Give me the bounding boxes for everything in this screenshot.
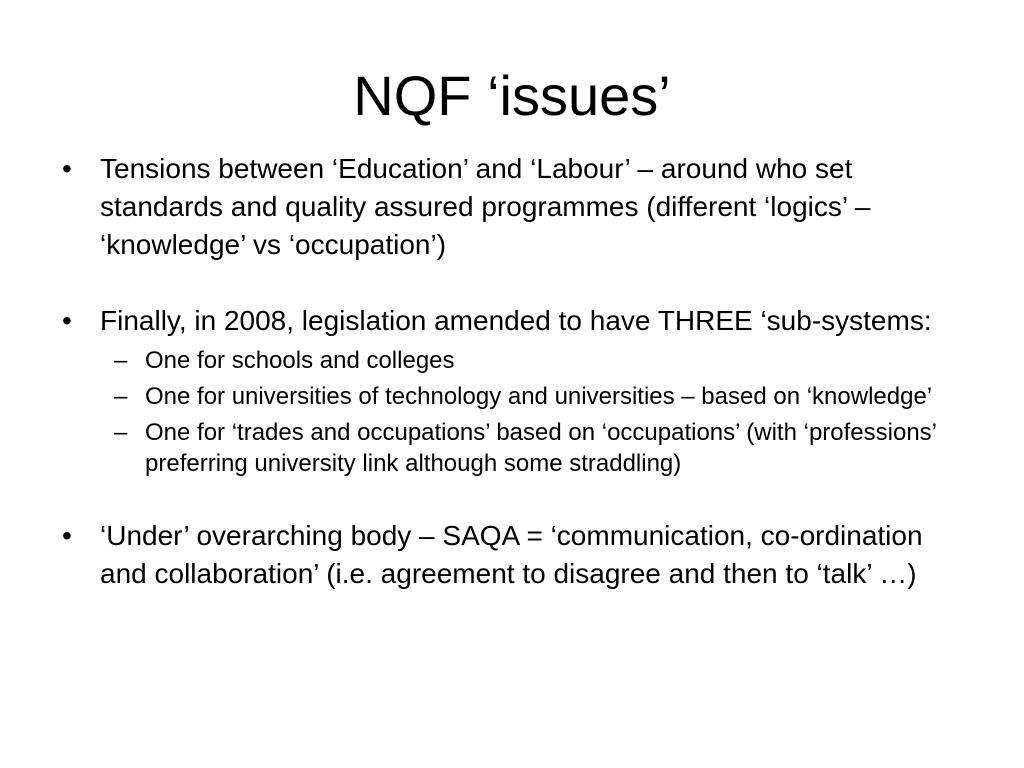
sub-bullet-item <box>100 381 962 412</box>
bullet-icon: • <box>62 153 72 184</box>
bullet-item <box>62 517 962 593</box>
sub-bullet-item <box>100 345 962 376</box>
bullet-item <box>62 150 962 264</box>
dash-icon: – <box>114 383 128 410</box>
slide-title: NQF ‘issues’ <box>353 64 671 127</box>
bullet-list <box>62 150 962 593</box>
dash-icon: – <box>114 347 128 374</box>
bullet-icon: • <box>62 305 72 336</box>
sub-bullet-list <box>100 345 962 479</box>
sub-bullet-text: One for ‘trades and occupations’ based on ‘occupations’ (with ‘professions’ preferring university link although some straddling) <box>145 419 937 477</box>
bullet-text: ‘Under’ overarching body – SAQA = ‘communication, co-ordination and collaboration’ (i.e. agreement to disagree and then to ‘talk’ …) <box>100 520 923 589</box>
bullet-item <box>62 302 962 479</box>
bullet-text: Finally, in 2008, legislation amended to have THREE ‘sub-systems: <box>100 305 932 336</box>
bullet-icon: • <box>62 520 72 551</box>
dash-icon: – <box>114 419 128 446</box>
sub-bullet-text: One for schools and colleges <box>145 347 455 374</box>
sub-bullet-item <box>100 417 962 479</box>
sub-bullet-text: One for universities of technology and universities – based on ‘knowledge’ <box>145 383 933 410</box>
bullet-text: Tensions between ‘Education’ and ‘Labour’ – around who set standards and quality assured programmes (different ‘logics’ – ‘knowledge’ vs ‘occupation’) <box>100 153 871 260</box>
